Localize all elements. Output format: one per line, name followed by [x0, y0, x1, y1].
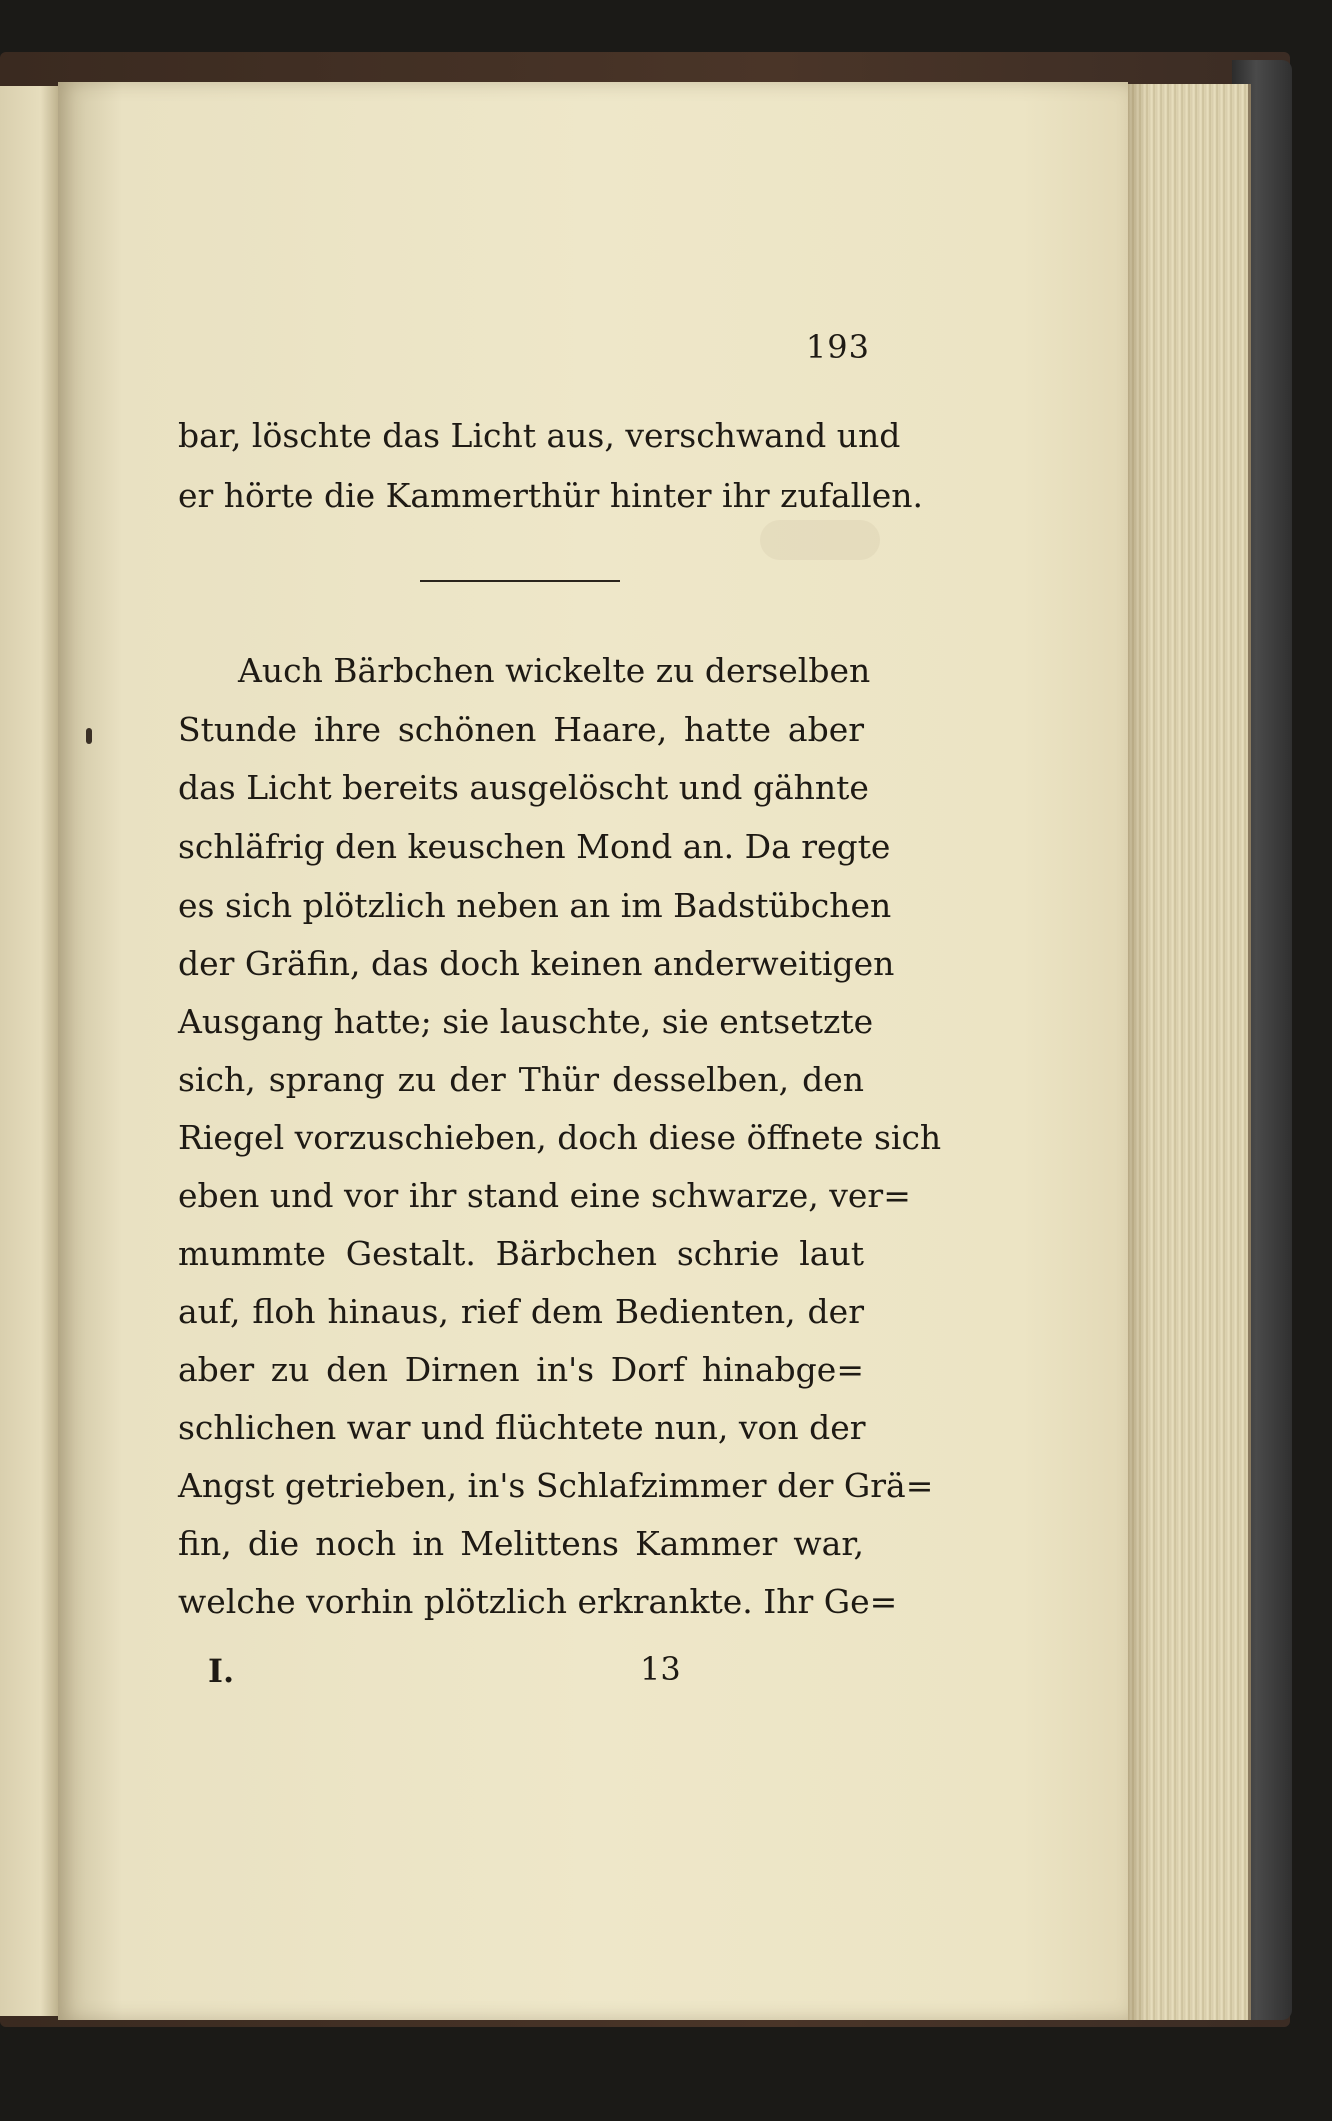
text-line: aber zu den Dirnen in's Dorf hinabge=: [178, 1350, 864, 1389]
ink-speck: [86, 728, 92, 744]
gutter-shadow: [1128, 84, 1148, 2020]
left-page-edge: [0, 86, 58, 2016]
signature-mark: I.: [208, 1652, 235, 1690]
text-line: Ausgang hatte; sie lauschte, sie entsetzte: [178, 1002, 874, 1041]
right-page: [58, 82, 1128, 2020]
section-separator: [420, 580, 620, 582]
text-line: sich, sprang zu der Thür desselben, den: [178, 1060, 864, 1099]
text-line: das Licht bereits ausgelöscht und gähnte: [178, 768, 869, 807]
text-line: er hörte die Kammerthür hinter ihr zufallen.: [178, 476, 924, 515]
text-line: schlichen war und flüchtete nun, von der: [178, 1408, 866, 1447]
page-number: 193: [805, 328, 870, 366]
text-line: Auch Bärbchen wickelte zu derselben: [238, 651, 871, 690]
gathering-number: 13: [640, 1650, 681, 1688]
text-line: der Gräfin, das doch keinen anderweitigen: [178, 944, 895, 983]
text-line: fin, die noch in Melittens Kammer war,: [178, 1524, 864, 1563]
text-line: Riegel vorzuschieben, doch diese öffnete sich: [178, 1118, 942, 1157]
text-line: auf, floh hinaus, rief dem Bedienten, der: [178, 1292, 864, 1331]
text-line: welche vorhin plötzlich erkrankte. Ihr Ge=: [178, 1582, 898, 1621]
text-line: Angst getrieben, in's Schlafzimmer der Grä=: [178, 1466, 934, 1505]
text-line: Stunde ihre schönen Haare, hatte aber: [178, 710, 864, 749]
text-line: es sich plötzlich neben an im Badstübchen: [178, 886, 892, 925]
text-line: schläfrig den keuschen Mond an. Da regte: [178, 827, 891, 866]
show-through: [760, 520, 880, 560]
text-line: bar, löschte das Licht aus, verschwand und: [178, 416, 901, 455]
text-line: eben und vor ihr stand eine schwarze, ver=: [178, 1176, 911, 1215]
text-line: mummte Gestalt. Bärbchen schrie laut: [178, 1234, 864, 1273]
